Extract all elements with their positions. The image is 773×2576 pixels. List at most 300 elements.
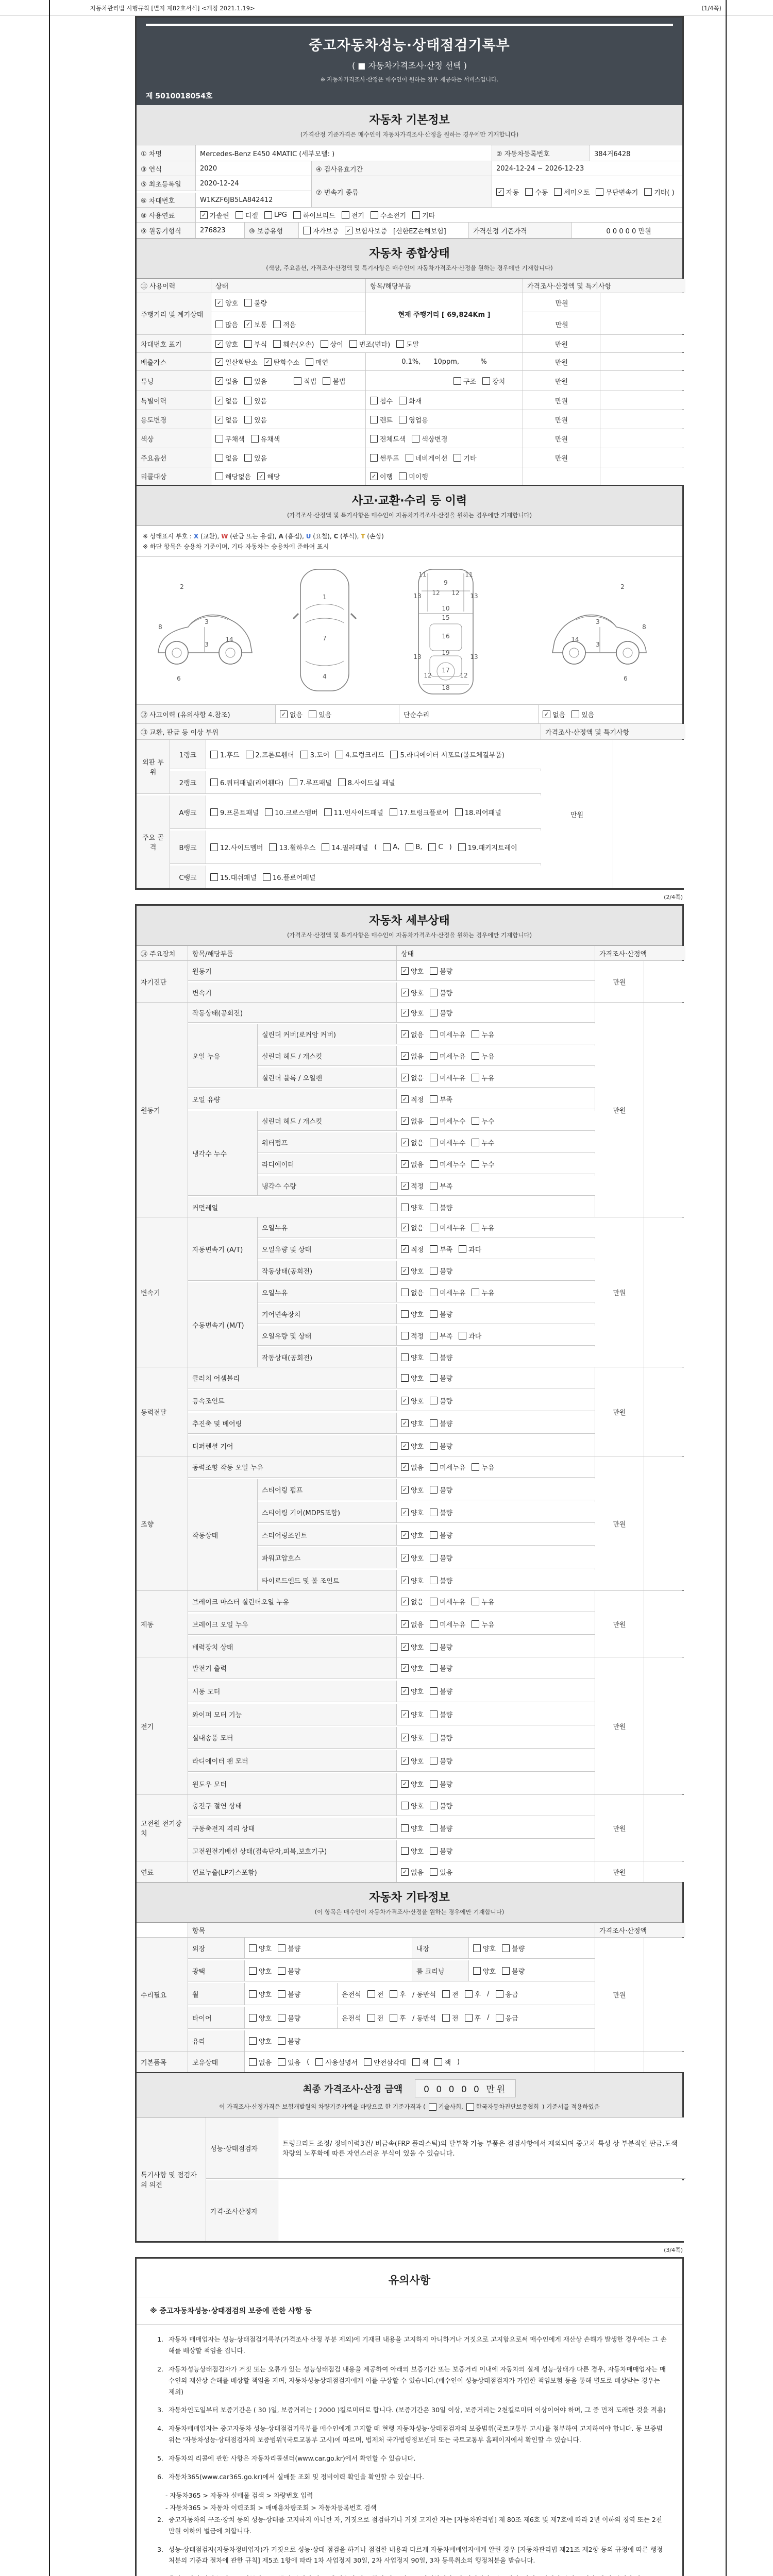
- checkbox[interactable]: [269, 843, 277, 851]
- checkbox[interactable]: [455, 808, 463, 816]
- checkbox[interactable]: [430, 1160, 438, 1168]
- notice-item-number: 5.: [157, 2454, 163, 2462]
- checkbox-option: [210, 777, 283, 787]
- checkbox[interactable]: ✓: [401, 1554, 409, 1562]
- checkbox[interactable]: [472, 1117, 479, 1125]
- checkbox[interactable]: [459, 1245, 466, 1253]
- checkbox-option: [430, 1663, 452, 1673]
- checkbox[interactable]: ✓: [401, 1868, 409, 1876]
- checkbox[interactable]: [430, 1419, 438, 1427]
- checkbox[interactable]: [249, 2014, 257, 2022]
- checkbox-option: [399, 415, 428, 425]
- checkbox[interactable]: [390, 1990, 397, 1998]
- checkbox[interactable]: ✓: [401, 1419, 409, 1427]
- checkbox[interactable]: [401, 1332, 409, 1340]
- checkbox[interactable]: [430, 1486, 438, 1494]
- checkbox[interactable]: [428, 843, 436, 851]
- checkbox[interactable]: [401, 1824, 409, 1832]
- checkbox[interactable]: [453, 377, 461, 385]
- checkbox[interactable]: ✓: [401, 1160, 409, 1168]
- checkbox[interactable]: [300, 751, 308, 758]
- checkbox[interactable]: [401, 1310, 409, 1318]
- checkbox[interactable]: ✓: [401, 1509, 409, 1516]
- checkbox[interactable]: [472, 1463, 479, 1471]
- checkbox[interactable]: [472, 1030, 479, 1038]
- checkbox[interactable]: [406, 454, 413, 462]
- checkbox[interactable]: [430, 1204, 438, 1211]
- checkbox[interactable]: [265, 808, 273, 816]
- table-row: [188, 1435, 595, 1456]
- checkbox[interactable]: ✓: [401, 1710, 409, 1718]
- checkbox[interactable]: [459, 1332, 466, 1340]
- option-label: 후: [474, 1991, 481, 1999]
- checkbox[interactable]: ✓: [401, 1052, 409, 1060]
- checkbox[interactable]: ✓: [215, 397, 223, 404]
- value-cell: 0.1%, 10ppm, %: [366, 353, 523, 370]
- checkbox[interactable]: [367, 1990, 375, 1998]
- checkbox[interactable]: ✓: [401, 1757, 409, 1765]
- checkbox[interactable]: [278, 2058, 285, 2066]
- checkbox[interactable]: ✓: [215, 416, 223, 423]
- checkbox[interactable]: [309, 710, 316, 718]
- checkbox[interactable]: [430, 1353, 438, 1361]
- checkbox[interactable]: ✓: [215, 377, 223, 385]
- checkbox[interactable]: [482, 377, 490, 385]
- checkbox[interactable]: [303, 227, 311, 234]
- document-subtitle: ( ■ 자동차가격조사·산정 선택 ): [351, 61, 467, 71]
- label-cell: 오일누유: [258, 1217, 397, 1237]
- checkbox[interactable]: [210, 808, 218, 816]
- label-cell: 주요옵션: [137, 448, 211, 467]
- checkbox[interactable]: [249, 1944, 257, 1952]
- checkbox[interactable]: [458, 843, 466, 851]
- checkbox[interactable]: [349, 340, 357, 348]
- checkbox[interactable]: [430, 1052, 438, 1060]
- checkbox[interactable]: [399, 416, 407, 423]
- checkbox[interactable]: [215, 472, 223, 480]
- checkbox[interactable]: [249, 1967, 257, 1975]
- checkbox[interactable]: ✓: [401, 1643, 409, 1651]
- status-code-letter: T: [361, 533, 365, 540]
- checkbox[interactable]: [210, 843, 218, 851]
- checkbox[interactable]: ✓: [401, 1074, 409, 1081]
- label-cell: 실린더 헤드 / 개스킷: [258, 1046, 397, 1065]
- checkbox[interactable]: [215, 454, 223, 462]
- checkbox[interactable]: [215, 320, 223, 328]
- table-row: [137, 740, 682, 888]
- checkbox[interactable]: [244, 299, 252, 307]
- checkbox[interactable]: [215, 435, 223, 443]
- checkbox[interactable]: ✓: [401, 1598, 409, 1605]
- checkbox-option: [430, 1779, 452, 1789]
- checkbox-option: [345, 226, 387, 235]
- checkbox[interactable]: [442, 2014, 450, 2022]
- checkbox[interactable]: ✓: [401, 989, 409, 996]
- label-cell: 오일유량 및 상태: [258, 1239, 397, 1259]
- option-label: 미이행: [409, 473, 428, 481]
- label-cell: 고전원전기배선 상태(접속단자,피복,보호기구): [188, 1840, 397, 1861]
- checkbox[interactable]: [249, 1990, 257, 1998]
- checkbox[interactable]: [430, 1245, 438, 1253]
- checkbox[interactable]: [430, 1757, 438, 1765]
- value-cell: 현재 주행거리 [ 69,824Km ]: [366, 293, 523, 334]
- checkbox[interactable]: [472, 1289, 479, 1296]
- blank-cell: [644, 1657, 685, 1794]
- checkbox[interactable]: ✓: [401, 1224, 409, 1231]
- checkbox[interactable]: [472, 1160, 479, 1168]
- checkbox[interactable]: [430, 989, 438, 996]
- checkbox[interactable]: [472, 1620, 479, 1628]
- checkbox[interactable]: ✓: [257, 472, 265, 480]
- label-cell: 작동상태(공회전): [258, 1261, 397, 1280]
- checkbox[interactable]: [430, 1868, 438, 1876]
- checkbox[interactable]: ✓: [401, 1095, 409, 1103]
- checkbox[interactable]: [412, 2058, 420, 2066]
- checkbox[interactable]: [430, 1074, 438, 1081]
- checkbox[interactable]: [453, 454, 461, 462]
- checkbox[interactable]: [430, 1463, 438, 1471]
- checkbox-option: [401, 1029, 424, 1039]
- checkbox[interactable]: [342, 211, 349, 219]
- checkbox[interactable]: [430, 1442, 438, 1450]
- checkbox[interactable]: [473, 1967, 481, 1975]
- table-row: [137, 2117, 682, 2241]
- checkbox[interactable]: [430, 1802, 438, 1809]
- checkbox[interactable]: [290, 778, 297, 786]
- checkbox[interactable]: [466, 2103, 474, 2111]
- notice-item-text: 성능·상태점검자(자동차정비업자)가 거짓으로 성능·상태 점검을 하거나 점검한 내용과 다르게 자동차매매업자에게 알린 경우 [자동차관리법 제21조 제2항 등의 규정에 따른 행정처분의 기준과 절차에 관한 규칙] 제5조 1항에 따라 1차 사업정지 30일, 2차 사업정지 90일, 3차 등록취소의 행정처분을 받습니다.: [169, 2545, 663, 2565]
- checkbox[interactable]: ✓: [401, 1486, 409, 1494]
- checkbox[interactable]: [430, 1095, 438, 1103]
- checkbox[interactable]: ✓: [401, 1009, 409, 1016]
- checkbox[interactable]: [278, 1967, 285, 1975]
- page-left-border: [49, 0, 50, 2576]
- table-row: [188, 2052, 595, 2072]
- checkbox[interactable]: [399, 397, 407, 404]
- legend-text: (부식),: [338, 533, 361, 540]
- checkbox[interactable]: [364, 2058, 372, 2066]
- document-title-banner: [137, 18, 682, 105]
- option-label: 19.패키지트레이: [467, 844, 517, 852]
- checkbox[interactable]: [273, 340, 281, 348]
- option-label: 자가보증: [313, 227, 339, 235]
- checkbox[interactable]: [472, 1224, 479, 1231]
- checkbox-option: [430, 1331, 452, 1341]
- option-label: 디젤: [245, 212, 258, 220]
- checkbox[interactable]: [370, 454, 378, 462]
- checkbox[interactable]: [430, 1531, 438, 1539]
- checkbox[interactable]: ✓: [496, 188, 504, 196]
- checkbox[interactable]: ✓: [401, 1780, 409, 1788]
- checkbox[interactable]: ✓: [401, 1139, 409, 1146]
- table-row: [258, 1502, 595, 1523]
- option-label: 많음: [225, 321, 239, 329]
- label-cell: ⑫ 사고이력 (유의사항 4.참조): [137, 705, 276, 723]
- checkbox[interactable]: [472, 1074, 479, 1081]
- checkbox[interactable]: [473, 1944, 481, 1952]
- option-label: 기타: [463, 454, 477, 463]
- label-cell: 내장: [412, 1938, 469, 1958]
- checkbox[interactable]: ✓: [401, 1117, 409, 1125]
- options-cell: [366, 371, 523, 391]
- checkbox[interactable]: [383, 843, 391, 851]
- option-label: 불량: [440, 1711, 453, 1719]
- checkbox[interactable]: [496, 1990, 503, 1998]
- checkbox-option: [401, 1051, 424, 1061]
- checkbox[interactable]: [406, 843, 413, 851]
- checkbox[interactable]: [315, 2058, 323, 2066]
- checkbox[interactable]: [321, 340, 328, 348]
- option-label: 렌트: [380, 416, 393, 425]
- checkbox[interactable]: [430, 1310, 438, 1318]
- checkbox[interactable]: [496, 2014, 503, 2022]
- checkbox[interactable]: [430, 1117, 438, 1125]
- options-cell: [397, 1282, 595, 1302]
- option-label: 불량: [288, 1968, 301, 1976]
- options-cell: [397, 961, 595, 980]
- checkbox[interactable]: [596, 188, 603, 196]
- checkbox[interactable]: [370, 416, 378, 423]
- checkbox[interactable]: [210, 778, 218, 786]
- checkbox[interactable]: [249, 2037, 257, 2045]
- checkbox[interactable]: ✓: [401, 1664, 409, 1672]
- checkbox[interactable]: [306, 358, 313, 366]
- checkbox[interactable]: [244, 377, 252, 385]
- checkbox[interactable]: [264, 211, 272, 219]
- checkbox[interactable]: ✓: [401, 1030, 409, 1038]
- checkbox[interactable]: ✓: [401, 1734, 409, 1741]
- checkbox[interactable]: [278, 1944, 285, 1952]
- checkbox[interactable]: [370, 397, 378, 404]
- checkbox[interactable]: [429, 2103, 436, 2111]
- diagram-part-number: 14: [225, 636, 233, 643]
- checkbox-option: [401, 1663, 424, 1673]
- checkbox[interactable]: [430, 1710, 438, 1718]
- checkbox[interactable]: [322, 843, 329, 851]
- options-cell: [397, 1591, 595, 1612]
- checkbox[interactable]: [263, 873, 271, 881]
- checkbox[interactable]: [324, 808, 332, 816]
- checkbox[interactable]: [430, 1374, 438, 1382]
- price-cell: 만원: [555, 299, 568, 308]
- checkbox[interactable]: [401, 1374, 409, 1382]
- checkbox[interactable]: [401, 1289, 409, 1296]
- checkbox[interactable]: [430, 1643, 438, 1651]
- checkbox[interactable]: [644, 188, 652, 196]
- checkbox[interactable]: [572, 710, 579, 718]
- checkbox[interactable]: ✓: [401, 1397, 409, 1404]
- checkbox[interactable]: [293, 211, 301, 219]
- option-label: A,: [393, 843, 400, 851]
- checkbox[interactable]: [465, 2014, 473, 2022]
- checkbox[interactable]: [472, 1139, 479, 1146]
- checkbox-option: [472, 1138, 494, 1147]
- checkbox[interactable]: ✓: [401, 1442, 409, 1450]
- checkbox[interactable]: [430, 1687, 438, 1695]
- checkbox-option: [406, 453, 448, 463]
- options-cell: [245, 2007, 338, 2028]
- checkbox[interactable]: [399, 472, 407, 480]
- checkbox[interactable]: [430, 1332, 438, 1340]
- option-label: 불량: [254, 299, 267, 308]
- checkbox[interactable]: ✓: [543, 710, 550, 718]
- checkbox[interactable]: [430, 1009, 438, 1016]
- checkbox[interactable]: [525, 188, 533, 196]
- text-segment: 운전석: [342, 2014, 361, 2023]
- checkbox-option: [430, 1823, 452, 1833]
- checkbox[interactable]: ✓: [401, 1577, 409, 1584]
- checkbox-option: [496, 2013, 518, 2023]
- checkbox[interactable]: [430, 1598, 438, 1605]
- checkbox[interactable]: [430, 1554, 438, 1562]
- checkbox[interactable]: [430, 1224, 438, 1231]
- checkbox[interactable]: [390, 808, 397, 816]
- checkbox[interactable]: [430, 1847, 438, 1855]
- checkbox[interactable]: [278, 1990, 285, 1998]
- checkbox[interactable]: [210, 751, 218, 758]
- panel-rank-table: [137, 739, 682, 888]
- checkbox[interactable]: [371, 211, 378, 219]
- checkbox[interactable]: [430, 1139, 438, 1146]
- final-price-block: [137, 2072, 682, 2117]
- checkbox[interactable]: [278, 2014, 285, 2022]
- checkbox[interactable]: [430, 1182, 438, 1190]
- checkbox[interactable]: [430, 1397, 438, 1404]
- option-label: 양호: [411, 1848, 424, 1856]
- checkbox[interactable]: ✓: [401, 1245, 409, 1253]
- checkbox[interactable]: ✓: [280, 710, 288, 718]
- label-cell: 원동기: [137, 1003, 188, 1217]
- checkbox[interactable]: [465, 1990, 473, 1998]
- checkbox[interactable]: [244, 397, 252, 404]
- option-label: 불량: [288, 1945, 301, 1953]
- checkbox-option: [430, 1462, 465, 1472]
- checkbox-option: [525, 187, 548, 197]
- checkbox-option: [215, 357, 258, 367]
- checkbox-option: [465, 2013, 481, 2023]
- checkbox[interactable]: ✓: [401, 1267, 409, 1275]
- checkbox[interactable]: [430, 1664, 438, 1672]
- checkbox[interactable]: [430, 1267, 438, 1275]
- checkbox[interactable]: [430, 1289, 438, 1296]
- label-cell: 배출가스: [137, 353, 211, 370]
- checkbox[interactable]: [273, 320, 281, 328]
- option-label: 불량: [440, 1397, 453, 1405]
- checkbox[interactable]: [246, 751, 254, 758]
- checkbox[interactable]: [244, 340, 252, 348]
- checkbox[interactable]: ✓: [401, 967, 409, 975]
- checkbox[interactable]: [502, 1944, 510, 1952]
- checkbox[interactable]: [430, 1780, 438, 1788]
- checkbox[interactable]: [554, 188, 562, 196]
- checkbox[interactable]: ✓: [401, 1182, 409, 1190]
- checkbox[interactable]: [430, 1734, 438, 1741]
- option-label: 상이: [330, 341, 343, 349]
- checkbox[interactable]: [472, 1598, 479, 1605]
- checkbox[interactable]: ✓: [215, 340, 223, 348]
- checkbox[interactable]: ✓: [401, 1531, 409, 1539]
- table-row: [137, 193, 311, 207]
- checkbox[interactable]: [249, 2058, 257, 2066]
- checkbox[interactable]: [472, 1052, 479, 1060]
- checkbox-option: [442, 2013, 459, 2023]
- option-label: 양호: [411, 1509, 424, 1517]
- checkbox[interactable]: [412, 211, 420, 219]
- checkbox[interactable]: [251, 435, 259, 443]
- checkbox-option: [244, 298, 267, 308]
- checkbox[interactable]: [294, 377, 301, 385]
- blank-cell: [595, 2052, 644, 2072]
- checkbox-option: [401, 1266, 424, 1276]
- checkbox[interactable]: [335, 751, 343, 758]
- checkbox[interactable]: ✓: [401, 1463, 409, 1471]
- checkbox[interactable]: [367, 2014, 375, 2022]
- checkbox[interactable]: [338, 778, 346, 786]
- checkbox[interactable]: ✓: [401, 1620, 409, 1628]
- checkbox[interactable]: ✓: [215, 358, 223, 366]
- checkbox[interactable]: [502, 1967, 510, 1975]
- checkbox-option: [401, 1709, 424, 1719]
- checkbox[interactable]: [430, 1620, 438, 1628]
- checkbox[interactable]: ✓: [215, 299, 223, 307]
- checkbox[interactable]: ✓: [264, 358, 272, 366]
- checkbox[interactable]: [236, 211, 243, 219]
- options-cell: [211, 448, 366, 467]
- option-label: 구조: [463, 378, 477, 386]
- checkbox[interactable]: [370, 435, 378, 443]
- checkbox[interactable]: ✓: [401, 1687, 409, 1695]
- option-label: 미세누유: [440, 1289, 466, 1297]
- table-row: [188, 1217, 595, 1281]
- legend-text: (판금 또는 용접),: [228, 533, 279, 540]
- checkbox[interactable]: ✓: [370, 472, 378, 480]
- checkbox[interactable]: [244, 416, 252, 423]
- checkbox[interactable]: [323, 377, 330, 385]
- checkbox[interactable]: [430, 1509, 438, 1516]
- table-row: [137, 335, 682, 353]
- checkbox[interactable]: ✓: [200, 211, 208, 219]
- checkbox[interactable]: ✓: [345, 227, 352, 234]
- label-cell: 추진축 및 베어링: [188, 1413, 397, 1433]
- checkbox[interactable]: [442, 1990, 450, 1998]
- checkbox[interactable]: [430, 1030, 438, 1038]
- label-cell: 광택: [188, 1960, 245, 1981]
- table-row: [523, 293, 600, 312]
- checkbox[interactable]: [390, 751, 398, 758]
- label-cell: 연료: [137, 1861, 188, 1882]
- checkbox[interactable]: [244, 454, 252, 462]
- checkbox[interactable]: [210, 873, 218, 881]
- checkbox[interactable]: [430, 967, 438, 975]
- checkbox[interactable]: [390, 2014, 397, 2022]
- table-row: [258, 1524, 595, 1546]
- option-label: 훼손(오손): [283, 341, 314, 349]
- checkbox[interactable]: ✓: [244, 320, 252, 328]
- checkbox[interactable]: [412, 435, 419, 443]
- checkbox[interactable]: [401, 1802, 409, 1809]
- checkbox[interactable]: [430, 1577, 438, 1584]
- checkbox[interactable]: [401, 1204, 409, 1211]
- checkbox[interactable]: [430, 1824, 438, 1832]
- option-label: 불량: [440, 1443, 453, 1451]
- checkbox[interactable]: [401, 1847, 409, 1855]
- checkbox[interactable]: [401, 1353, 409, 1361]
- checkbox[interactable]: [278, 2037, 285, 2045]
- option-label: 적정: [411, 1246, 424, 1254]
- table-row: [188, 1197, 595, 1217]
- checkbox[interactable]: [396, 340, 404, 348]
- checkbox[interactable]: [434, 2058, 442, 2066]
